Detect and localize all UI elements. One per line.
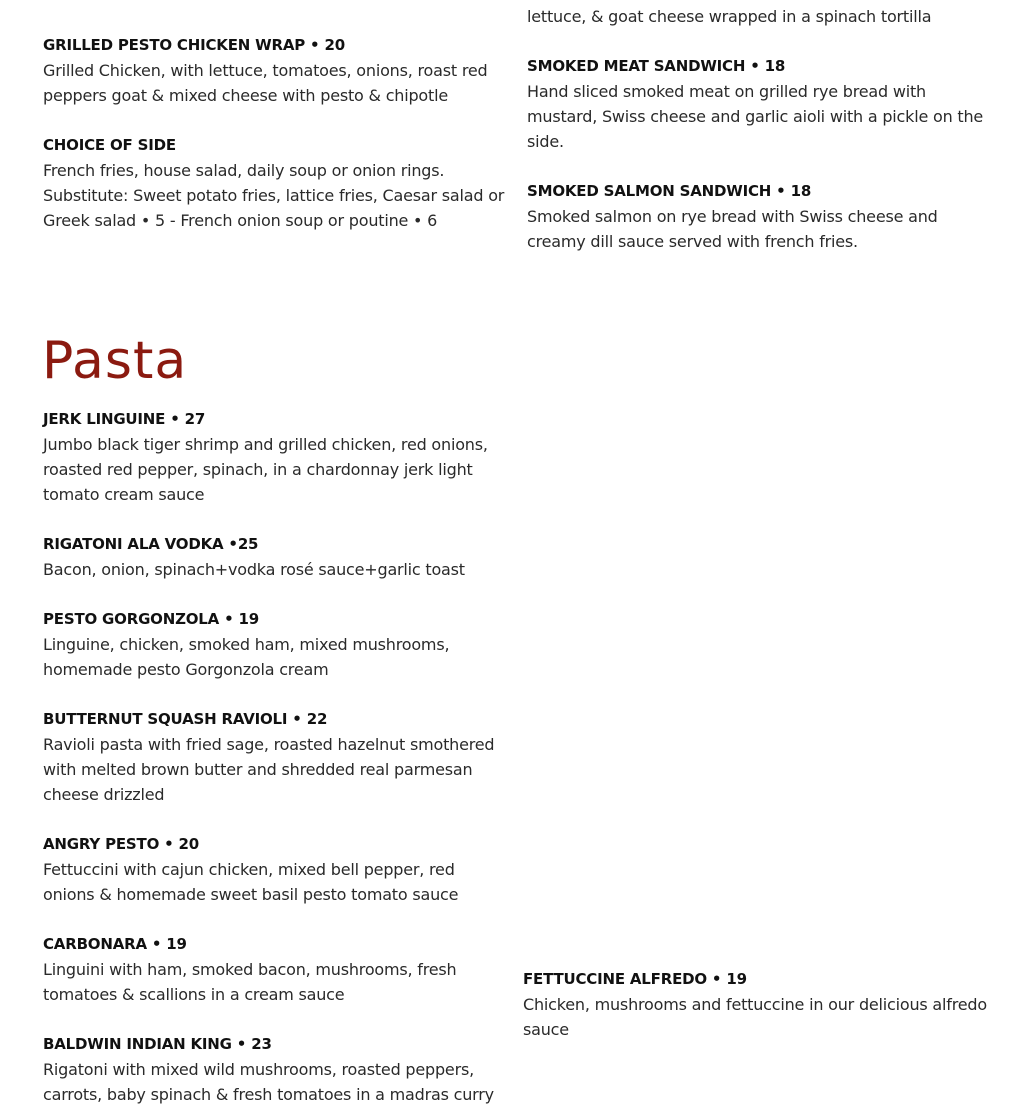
item-name: JERK LINGUINE • 27 <box>43 410 206 428</box>
item-description: Jumbo black tiger shrimp and grilled chicken, red onions, roasted red pepper, spinach, in a chardonnay jerk light tomato cream sauce <box>43 435 488 504</box>
pasta-left-column <box>43 407 508 1108</box>
item-name: CHOICE OF SIDE <box>43 136 176 154</box>
menu-item-wrap-partial <box>527 4 992 29</box>
menu-item-pesto-gorgonzola <box>43 607 508 682</box>
item-description: Smoked salmon on rye bread with Swiss cheese and creamy dill sauce served with french fries. <box>527 207 938 251</box>
item-description: Hand sliced smoked meat on grilled rye bread with mustard, Swiss cheese and garlic aioli with a pickle on the side. <box>527 82 984 151</box>
top-right-column <box>527 4 992 279</box>
pasta-right-column <box>523 967 988 1067</box>
menu-item-choice-of-side <box>43 133 508 233</box>
item-description: Fettuccini with cajun chicken, mixed bell pepper, red onions & homemade sweet basil pesto tomato sauce <box>43 860 459 904</box>
item-name: RIGATONI ALA VODKA •25 <box>43 535 259 553</box>
menu-item-carbonara <box>43 932 508 1007</box>
menu-item-angry-pesto <box>43 832 508 907</box>
item-name: BUTTERNUT SQUASH RAVIOLI • 22 <box>43 710 328 728</box>
item-description-partial: lettuce, & goat cheese wrapped in a spinach tortilla <box>527 7 932 26</box>
item-description: French fries, house salad, daily soup or onion rings. Substitute: Sweet potato fries, lattice fries, Caesar salad or Greek salad • 5 - French onion soup or poutine • 6 <box>43 161 505 230</box>
item-name: GRILLED PESTO CHICKEN WRAP • 20 <box>43 36 345 54</box>
item-description: Linguini with ham, smoked bacon, mushrooms, fresh tomatoes & scallions in a cream sauce <box>43 960 457 1004</box>
section-title-pasta: Pasta <box>42 331 188 391</box>
item-name: CARBONARA • 19 <box>43 935 187 953</box>
item-description: Linguine, chicken, smoked ham, mixed mushrooms, homemade pesto Gorgonzola cream <box>43 635 450 679</box>
menu-item-jerk-linguine <box>43 407 508 507</box>
menu-item-butternut-squash-ravioli <box>43 707 508 807</box>
menu-item-fettuccine-alfredo <box>523 967 988 1042</box>
item-name: SMOKED MEAT SANDWICH • 18 <box>527 57 786 75</box>
menu-item-rigatoni-ala-vodka <box>43 532 508 582</box>
item-name: FETTUCCINE ALFREDO • 19 <box>523 970 747 988</box>
item-name: PESTO GORGONZOLA • 19 <box>43 610 259 628</box>
item-description: Chicken, mushrooms and fettuccine in our delicious alfredo sauce <box>523 995 987 1039</box>
top-left-column <box>43 33 508 258</box>
item-description: Grilled Chicken, with lettuce, tomatoes, onions, roast red peppers goat & mixed cheese with pesto & chipotle <box>43 61 488 105</box>
item-description: Ravioli pasta with fried sage, roasted hazelnut smothered with melted brown butter and shredded real parmesan cheese drizzled <box>43 735 495 804</box>
item-name: SMOKED SALMON SANDWICH • 18 <box>527 182 812 200</box>
item-name: BALDWIN INDIAN KING • 23 <box>43 1035 272 1053</box>
menu-item-smoked-salmon-sandwich <box>527 179 992 254</box>
menu-item-smoked-meat-sandwich <box>527 54 992 154</box>
item-description: Rigatoni with mixed wild mushrooms, roasted peppers, carrots, baby spinach & fresh tomatoes in a madras curry <box>43 1060 494 1104</box>
item-name: ANGRY PESTO • 20 <box>43 835 200 853</box>
item-description: Bacon, onion, spinach+vodka rosé sauce+garlic toast <box>43 560 465 579</box>
menu-item-baldwin-indian-king <box>43 1032 508 1107</box>
menu-item-grilled-pesto-chicken-wrap <box>43 33 508 108</box>
